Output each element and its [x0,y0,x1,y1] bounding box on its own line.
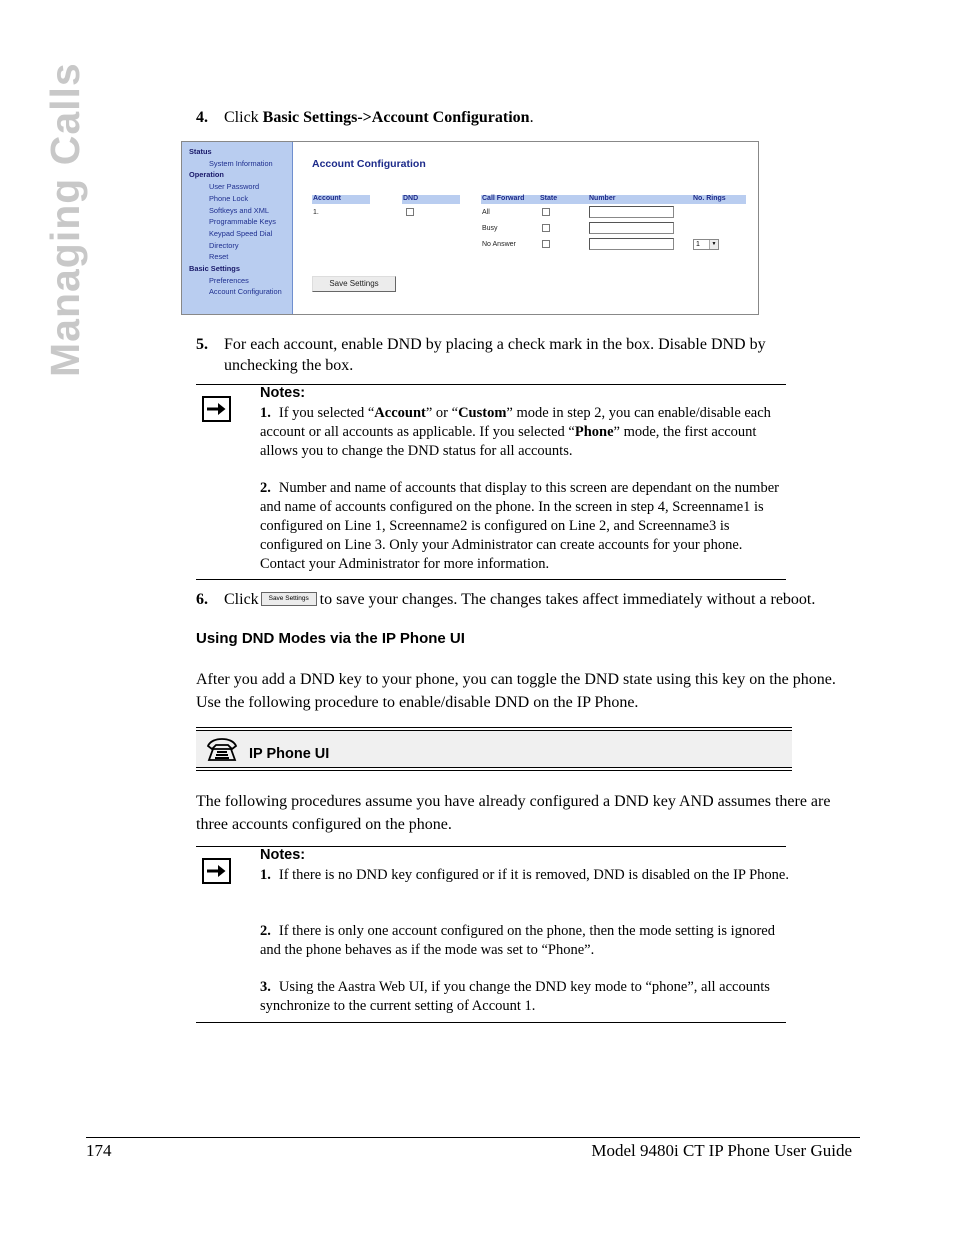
cf-label-no-answer: No Answer [482,241,516,248]
webui-title: Account Configuration [312,158,426,170]
save-settings-inline-button[interactable]: Save Settings [261,592,317,606]
webui-sidebar [182,142,293,314]
divider [196,767,792,768]
divider [196,770,792,771]
notes-heading: Notes: [260,847,306,863]
state-checkbox-all[interactable] [542,208,550,216]
note-item: 1. If there is no DND key configured or if it is removed, DND is disabled on the IP Phone. [260,867,789,883]
col-dnd: DND [403,195,419,202]
note-item: 3. Using the Aastra Web UI, if you change the DND key mode to “phone”, all accounts synchronize to the current setting of Account 1. [260,979,770,1014]
webui-sidebar-item[interactable]: Preferences [209,275,249,285]
section-heading: Using DND Modes via the IP Phone UI [196,630,465,647]
note-item: 2. If there is only one account configured on the phone, then the mode setting is ignored and the phone behaves as if the mode was set to “Phone”. [260,923,775,958]
chevron-down-icon: ▼ [709,240,718,249]
rings-select[interactable]: 1 ▼ [693,239,719,250]
account-configuration-screenshot [181,141,759,315]
footer-divider [86,1137,860,1138]
guide-title: Model 9480i CT IP Phone User Guide [591,1141,852,1160]
divider [196,579,786,580]
webui-sidebar-item[interactable]: Account Configuration [209,287,282,297]
webui-sidebar-item[interactable]: Keypad Speed Dial [209,228,273,238]
cf-label-busy: Busy [482,225,498,232]
phone-icon [204,737,240,768]
paragraph: After you add a DND key to your phone, you can toggle the DND state using this key on the phone. Use the following procedure to enable/disable DND on the IP Phone. [196,671,836,711]
col-call-forward: Call Forward [482,195,525,202]
note-arrow-icon [202,858,231,884]
webui-sidebar-item[interactable]: Programmable Keys [209,217,276,227]
state-checkbox-busy[interactable] [542,224,550,232]
page-number: 174 [86,1141,112,1160]
notes-heading: Notes: [260,385,306,401]
webui-sidebar-item[interactable]: Softkeys and XML [209,205,269,215]
note-item: 1. If you selected “Account” or “Custom” mode in step 2, you can enable/disable each account or all accounts as applicable. If you selected “Phone” mode, the first account allows you to change the DND status for all accounts. [260,405,771,459]
banner-label: IP Phone UI [249,746,330,762]
webui-sidebar-item: Operation [189,170,224,180]
col-no-rings: No. Rings [693,195,726,202]
webui-sidebar-item[interactable]: Directory [209,240,239,250]
webui-sidebar-item[interactable]: User Password [209,182,260,192]
number-input-busy[interactable] [589,222,674,234]
account-number: 1. [313,209,319,216]
note-arrow-icon [202,396,231,422]
cf-label-all: All [482,209,490,216]
webui-sidebar-item: Status [189,147,212,156]
col-account: Account [313,195,341,202]
side-chapter-title: Managing Calls [42,62,88,377]
number-input-no-answer[interactable] [589,238,674,250]
divider [196,1022,786,1023]
paragraph: The following procedures assume you have already configured a DND key AND assumes there are three accounts configured on the phone. [196,793,831,833]
save-settings-button[interactable]: Save Settings [312,276,396,292]
state-checkbox-no-answer[interactable] [542,240,550,248]
webui-sidebar-item[interactable]: System Information [209,158,273,168]
divider [196,727,792,728]
webui-sidebar-item[interactable]: Reset [209,252,229,262]
note-item: 2. Number and name of accounts that display to this screen are dependant on the number and name of accounts configured on the phone. In the screen in step 4, Screenname1 is configured on Line 1, Screenname2 is configured on Line 2, and Screenname3 is configured on Line 3. Only your Administrator can create accounts for your phone. Contact your Administrator for more information. [260,480,779,572]
webui-sidebar-item: Basic Settings [189,264,240,273]
webui-sidebar-item[interactable]: Phone Lock [209,193,249,203]
col-number: Number [589,195,616,202]
col-state: State [540,195,558,202]
number-input-all[interactable] [589,206,674,218]
dnd-checkbox[interactable] [406,208,414,216]
